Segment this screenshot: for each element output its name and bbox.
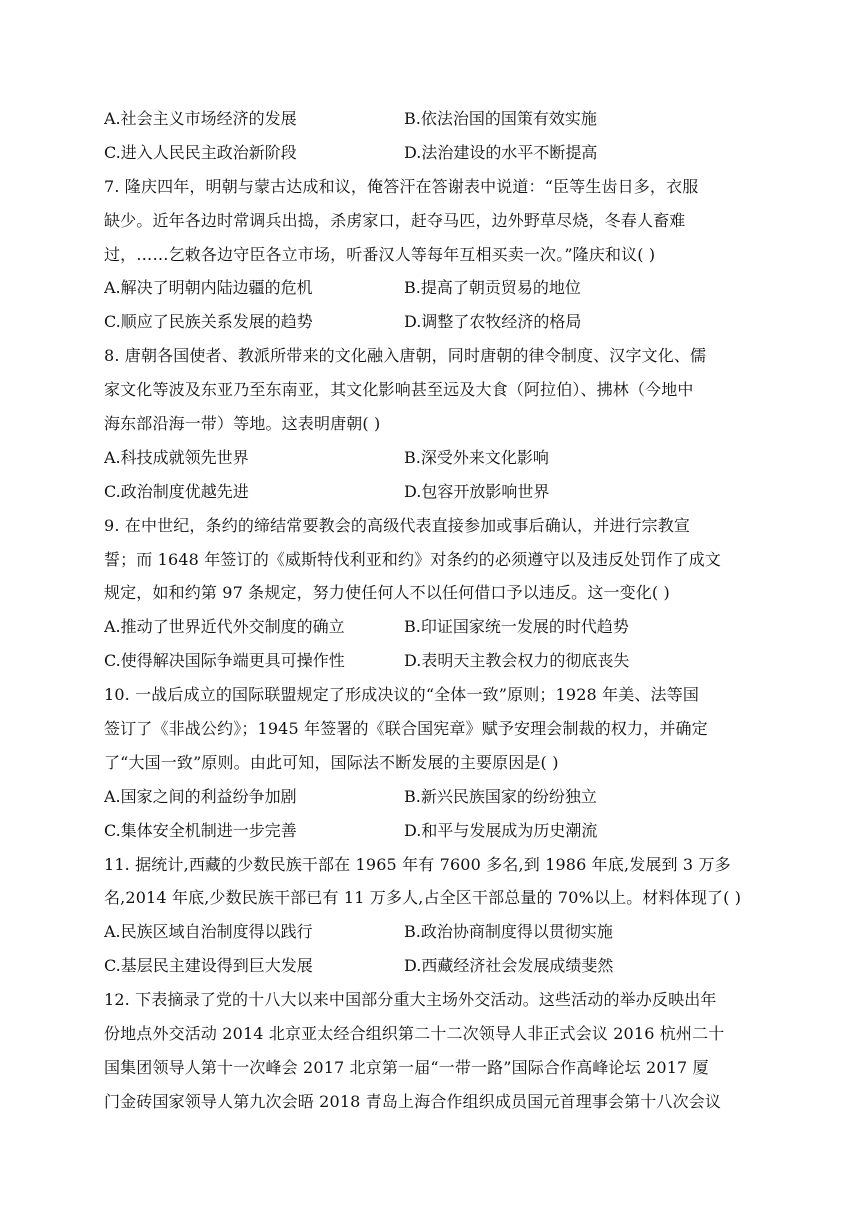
question-text-line: 份地点外交活动 2014 北京亚太经合组织第二十二次领导人非正式会议 2016 杭州二十 xyxy=(104,1024,725,1044)
options-row xyxy=(104,814,766,848)
question-9 xyxy=(104,509,766,678)
question-text-line: 家文化等波及东亚乃至东南亚，其文化影响甚至远及大食（阿拉伯）、拂林（今地中 xyxy=(104,380,694,400)
option-a: A.科技成就领先世界 xyxy=(104,447,249,467)
question-8 xyxy=(104,339,766,508)
option-d: D.包容开放影响世界 xyxy=(404,481,550,501)
option-d: D.调整了农牧经济的格局 xyxy=(404,312,582,332)
option-c: C.使得解决国际争端更具可操作性 xyxy=(104,651,345,671)
question-text-line: 誓；而 1648 年签订的《威斯特伐利亚和约》对条约的必须遵守以及违反处罚作了成文 xyxy=(104,549,722,569)
option-b: B.提高了朝贡贸易的地位 xyxy=(404,278,581,298)
option-d: D.表明天主教会权力的彻底丧失 xyxy=(404,651,630,671)
option-c: C.基层民主建设得到巨大发展 xyxy=(104,956,313,976)
option-b: B.印证国家统一发展的时代趋势 xyxy=(404,617,629,637)
exam-page xyxy=(104,102,766,1119)
option-d: D.和平与发展成为历史潮流 xyxy=(404,820,598,840)
option-b: B.依法治国的国策有效实施 xyxy=(404,109,597,128)
option-a: A.推动了世界近代外交制度的确立 xyxy=(104,617,345,637)
option-b: B.政治协商制度得以贯彻实施 xyxy=(404,922,613,942)
option-c: C.政治制度优越先进 xyxy=(104,481,249,501)
options-row xyxy=(104,610,766,644)
option-b: B.新兴民族国家的纷纷独立 xyxy=(404,786,597,806)
option-d: D.西藏经济社会发展成绩斐然 xyxy=(404,956,614,976)
options-row xyxy=(104,475,766,509)
options-row xyxy=(104,441,766,475)
question-text-line: 过，……乞敕各边守臣各立市场，听番汉人等每年互相买卖一次。”隆庆和议( ) xyxy=(104,244,656,264)
question-text-line: 7. 隆庆四年，明朝与蒙古达成和议，俺答汗在答谢表中说道：“臣等生齿日多，衣服 xyxy=(104,176,699,196)
question-text-line: 12. 下表摘录了党的十八大以来中国部分重大主场外交活动。这些活动的举办反映出年 xyxy=(104,990,717,1010)
options-row xyxy=(104,915,766,949)
question-text-line: 名,2014 年底,少数民族干部已有 11 万多人,占全区干部总量的 70%以上。材料体现了( ) xyxy=(104,888,742,908)
option-a: A.社会主义市场经济的发展 xyxy=(104,109,297,128)
question-text-line: 11. 据统计,西藏的少数民族干部在 1965 年有 7600 多名,到 1986 年底,发展到 3 万多 xyxy=(104,854,731,874)
option-c: C.顺应了民族关系发展的趋势 xyxy=(104,312,313,332)
question-text-line: 签订了《非战公约》；1945 年签署的《联合国宪章》赋予安理会制裁的权力，并确定 xyxy=(104,719,708,739)
question-text-line: 8. 唐朝各国使者、教派所带来的文化融入唐朝，同时唐朝的律令制度、汉字文化、儒 xyxy=(104,346,707,366)
question-text-line: 9. 在中世纪，条约的缔结常要教会的高级代表直接参加或事后确认，并进行宗教宣 xyxy=(104,515,691,535)
option-b: B.深受外来文化影响 xyxy=(404,447,549,467)
question-text-line: 门金砖国家领导人第九次会晤 2018 青岛上海合作组织成员国元首理事会第十八次会议 xyxy=(104,1091,722,1111)
options-row xyxy=(104,305,766,339)
question-text-line: 10. 一战后成立的国际联盟规定了形成决议的“全体一致”原则；1928 年美、法等国 xyxy=(104,685,699,705)
option-d: D.法治建设的水平不断提高 xyxy=(404,142,598,162)
question-text-line: 国集团领导人第十一次峰会 2017 北京第一届“一带一路”国际合作高峰论坛 2017 厦 xyxy=(104,1057,709,1077)
option-c: C.集体安全机制进一步完善 xyxy=(104,820,297,840)
question-text-line: 海东部沿海一带）等地。这表明唐朝( ) xyxy=(104,414,381,434)
q6-options-row-2 xyxy=(104,136,766,170)
question-text-line: 缺少。近年各边时常调兵出捣，杀虏家口，赶夺马匹，边外野草尽烧，冬春人畜难 xyxy=(104,210,686,230)
question-11 xyxy=(104,848,766,984)
option-a: A.民族区域自治制度得以践行 xyxy=(104,922,313,942)
q6-options-row-1 xyxy=(104,102,766,136)
option-a: A.解决了明朝内陆边疆的危机 xyxy=(104,278,313,298)
options-row xyxy=(104,271,766,305)
question-10 xyxy=(104,678,766,847)
question-12 xyxy=(104,983,766,1119)
question-7 xyxy=(104,170,766,339)
question-text-line: 了“大国一致”原则。由此可知，国际法不断发展的主要原因是( ) xyxy=(104,752,559,772)
option-a: A.国家之间的利益纷争加剧 xyxy=(104,786,297,806)
question-text-line: 规定，如和约第 97 条规定，努力使任何人不以任何借口予以违反。这一变化( ) xyxy=(104,583,670,603)
options-row xyxy=(104,780,766,814)
options-row xyxy=(104,644,766,678)
options-row xyxy=(104,949,766,983)
option-c: C.进入人民民主政治新阶段 xyxy=(104,142,297,162)
